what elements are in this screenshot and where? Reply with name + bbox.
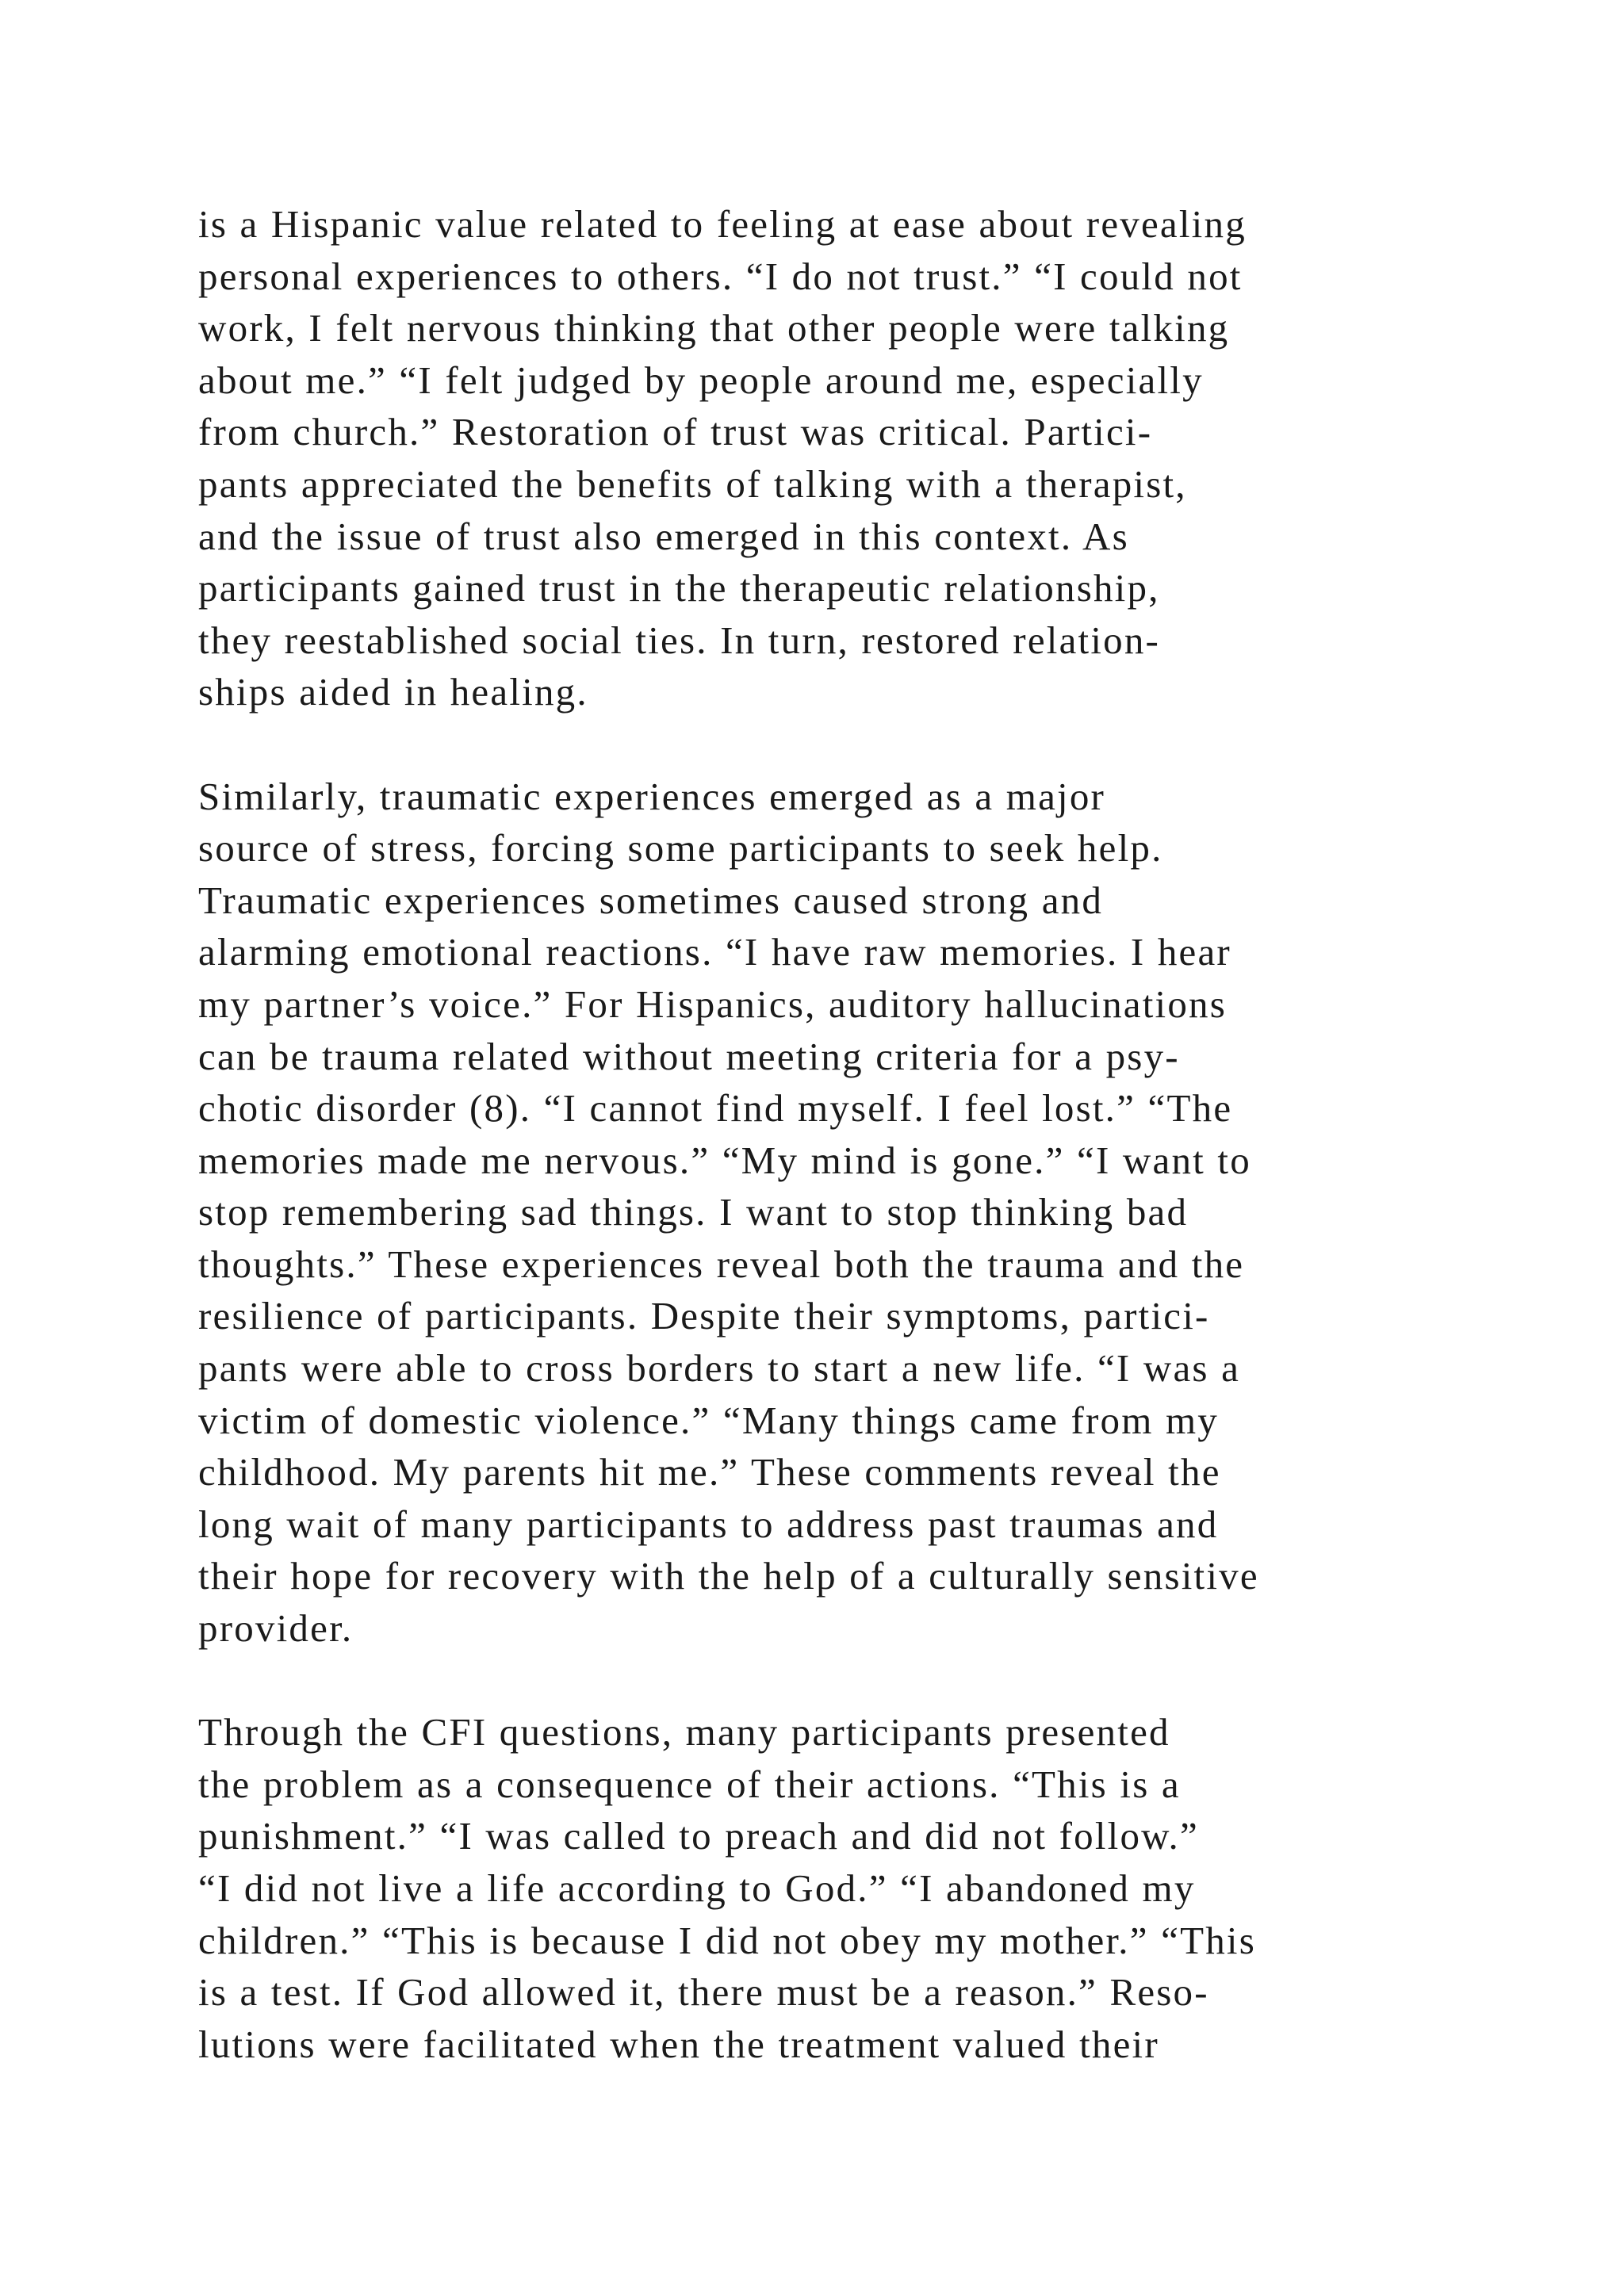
- text-line: personal experiences to others. “I do not trust.” “I could not: [198, 254, 1243, 298]
- text-line: long wait of many participants to address past traumas and: [198, 1502, 1219, 1546]
- text-line: pants were able to cross borders to start a new life. “I was a: [198, 1346, 1241, 1391]
- text-line: participants gained trust in the therapeutic relationship,: [198, 566, 1160, 610]
- text-line: their hope for recovery with the help of a culturally sensitive: [198, 1554, 1259, 1598]
- paragraph-2: [198, 771, 1594, 1655]
- text-line: they reestablished social ties. In turn, restored relation-: [198, 618, 1161, 662]
- text-line: is a Hispanic value related to feeling at ease about revealing: [198, 202, 1247, 246]
- text-line: alarming emotional reactions. “I have raw memories. I hear: [198, 930, 1231, 974]
- text-line: the problem as a consequence of their actions. “This is a: [198, 1762, 1181, 1806]
- paragraph-1: [198, 198, 1594, 718]
- text-line: “I did not live a life according to God.” “I abandoned my: [198, 1866, 1196, 1910]
- text-line: work, I felt nervous thinking that other people were talking: [198, 306, 1230, 350]
- text-line: ships aided in healing.: [198, 670, 588, 714]
- text-line: my partner’s voice.” For Hispanics, auditory hallucinations: [198, 982, 1228, 1026]
- text-line: Similarly, traumatic experiences emerged as a major: [198, 774, 1106, 818]
- text-line: can be trauma related without meeting criteria for a psy-: [198, 1034, 1180, 1078]
- body-text: [198, 198, 1594, 2070]
- text-line: provider.: [198, 1606, 354, 1651]
- text-line: from church.” Restoration of trust was critical. Partici-: [198, 410, 1153, 454]
- paragraph-break: [198, 718, 1594, 771]
- text-line: chotic disorder (8). “I cannot find myself. I feel lost.” “The: [198, 1086, 1233, 1131]
- text-line: is a test. If God allowed it, there must be a reason.” Reso-: [198, 1970, 1209, 2015]
- text-line: punishment.” “I was called to preach and did not follow.”: [198, 1814, 1199, 1858]
- text-line: Traumatic experiences sometimes caused strong and: [198, 878, 1104, 922]
- text-line: resilience of participants. Despite their symptoms, partici-: [198, 1294, 1210, 1338]
- text-line: Through the CFI questions, many participants presented: [198, 1710, 1170, 1755]
- text-line: children.” “This is because I did not obey my mother.” “This: [198, 1918, 1257, 1962]
- text-line: and the issue of trust also emerged in this context. As: [198, 514, 1129, 558]
- text-line: about me.” “I felt judged by people around me, especially: [198, 358, 1204, 402]
- text-line: victim of domestic violence.” “Many things came from my: [198, 1398, 1219, 1442]
- text-line: source of stress, forcing some participants to seek help.: [198, 826, 1163, 871]
- paragraph-break: [198, 1655, 1594, 1707]
- text-line: thoughts.” These experiences reveal both the trauma and the: [198, 1242, 1245, 1286]
- text-line: pants appreciated the benefits of talking with a therapist,: [198, 461, 1187, 506]
- paragraph-3: [198, 1706, 1594, 2070]
- text-line: memories made me nervous.” “My mind is gone.” “I want to: [198, 1138, 1251, 1182]
- text-line: stop remembering sad things. I want to stop thinking bad: [198, 1190, 1189, 1234]
- text-line: lutions were facilitated when the treatment valued their: [198, 2022, 1159, 2066]
- text-line: childhood. My parents hit me.” These comments reveal the: [198, 1450, 1221, 1494]
